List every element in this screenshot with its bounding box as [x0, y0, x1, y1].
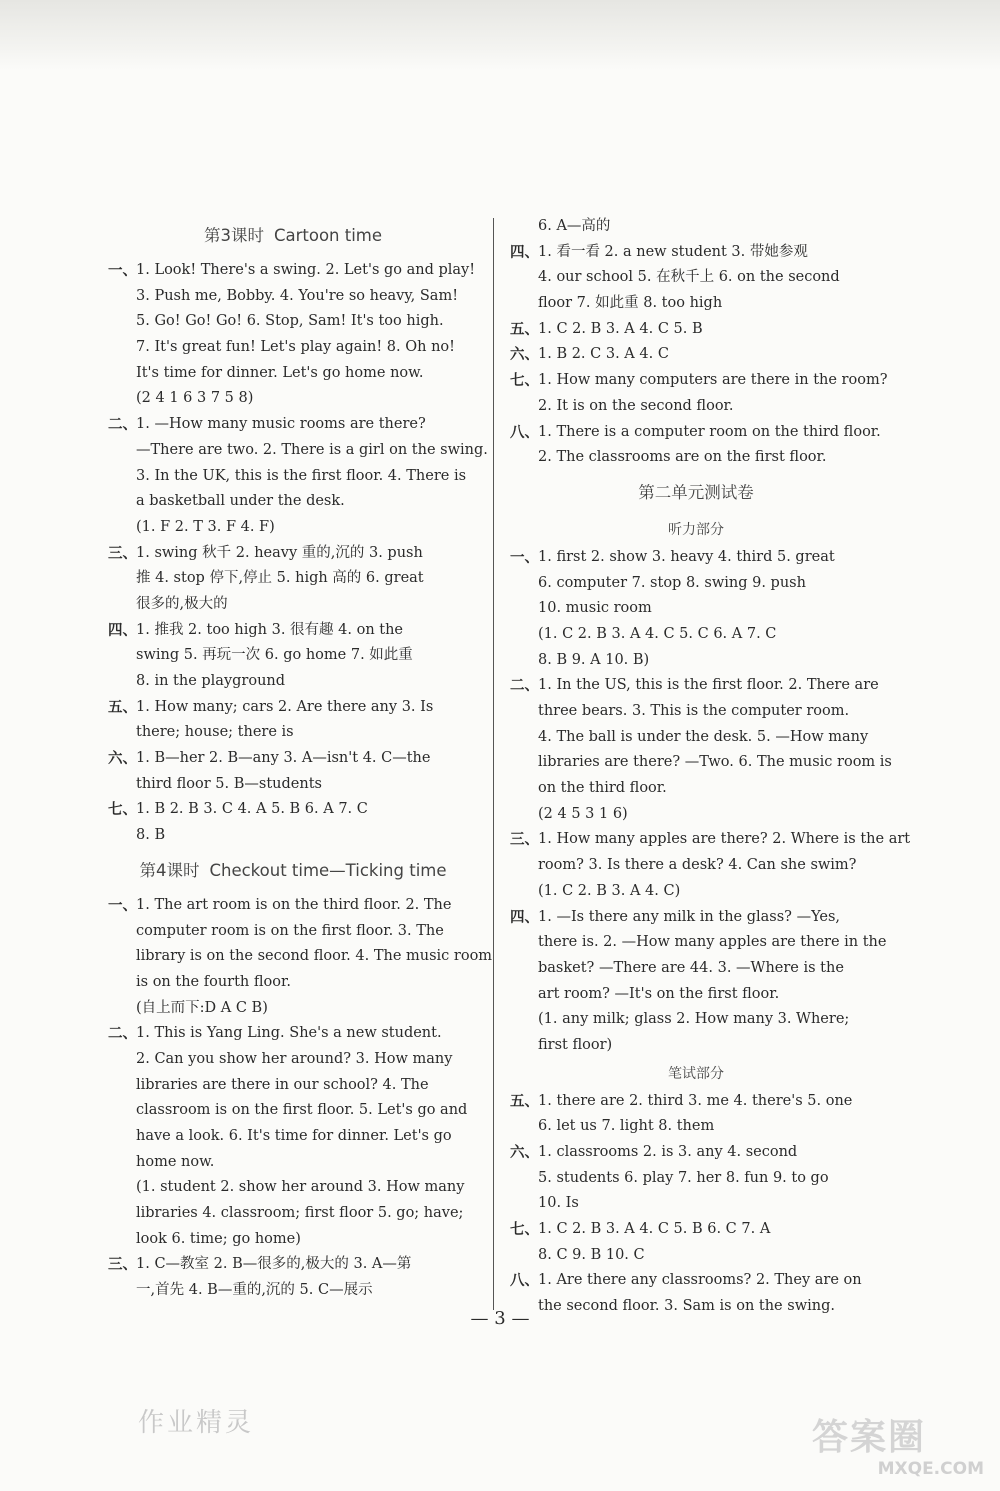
answer-line: 6. computer 7. stop 8. swing 9. push [538, 574, 806, 591]
answer-line: 一,首先 4. B—重的,沉的 5. C—展示 [136, 1282, 373, 1299]
lesson-heading [510, 471, 882, 515]
section-number: 六、 [108, 750, 137, 768]
answer-section [510, 905, 887, 1059]
answer-section [510, 545, 882, 673]
answer-line: 1. How many apples are there? 2. Where is the art [538, 831, 911, 848]
answer-section [108, 746, 478, 797]
answer-section [510, 317, 882, 343]
answer-line: 8. in the playground [136, 673, 286, 689]
answer-section [510, 1140, 882, 1217]
answer-section [108, 1021, 478, 1252]
section-number: 一、 [108, 262, 137, 279]
answer-line: basket? —There are 44. 3. —Where is the [538, 959, 844, 976]
answer-line: 1. C 2. B 3. A 4. C 5. B 6. C 7. A [538, 1221, 771, 1238]
page-number: — 3 — [470, 1308, 530, 1329]
answer-line: 2. Can you show her around? 3. How many [136, 1050, 453, 1067]
answer-section [510, 673, 892, 827]
section-number: 二、 [108, 1025, 137, 1043]
part-subheading: 听力部分 [668, 521, 724, 538]
lesson-number: 第4课时 [139, 860, 200, 880]
answer-section [108, 541, 478, 618]
answer-line: (1. any milk; glass 2. How many 3. Where; [538, 1011, 850, 1028]
answer-line: 1. first 2. show 3. heavy 4. third 5. great [538, 548, 835, 565]
answer-line: 1. Are there any classrooms? 2. They are on [538, 1272, 862, 1289]
answer-section [510, 420, 882, 471]
answer-line: 3. Push me, Bobby. 4. You're so heavy, Sam! [136, 287, 459, 304]
answer-line: 1. In the US, this is the first floor. 2. There are [538, 677, 879, 694]
answer-line: 1. B 2. C 3. A 4. C [538, 346, 669, 363]
answer-line: 1. There is a computer room on the third floor. [538, 423, 881, 440]
answer-section [108, 258, 478, 412]
answer-line: 2. The classrooms are on the first floor. [538, 449, 827, 466]
answer-line: 1. —How many music rooms are there? [136, 416, 426, 433]
answer-section [108, 695, 478, 746]
answer-line: (1. student 2. show her around 3. How many [136, 1179, 465, 1196]
answer-line: 1. C—教室 2. B—很多的,极大的 3. A—第 [136, 1256, 412, 1273]
section-number: 五、 [510, 320, 539, 338]
answer-line: room? 3. Is there a desk? 4. Can she swim? [538, 857, 857, 874]
section-number: 六、 [510, 346, 539, 364]
section-number: 三、 [108, 544, 137, 562]
section-number: 七、 [108, 801, 137, 819]
answer-line: swing 5. 再玩一次 6. go home 7. 如此重 [136, 647, 413, 664]
answer-line: three bears. 3. This is the computer room. [538, 703, 850, 719]
answer-line: there; house; there is [136, 724, 294, 741]
answer-line: (1. C 2. B 3. A 4. C 5. C 6. A 7. C [538, 625, 777, 642]
answer-line: 1. How many; cars 2. Are there any 3. Is [136, 698, 434, 715]
answer-line: 1. classrooms 2. is 3. any 4. second [538, 1144, 798, 1160]
section-number: 六、 [510, 1144, 539, 1161]
section-number: 五、 [510, 1092, 539, 1110]
section-number: 四、 [510, 243, 539, 261]
answer-line: the second floor. 3. Sam is on the swing. [538, 1298, 835, 1315]
answer-section [510, 214, 882, 240]
part-subheading: 笔试部分 [668, 1065, 724, 1082]
left-column [108, 214, 493, 1304]
lesson-title: Cartoon time [273, 226, 383, 245]
answer-line: It's time for dinner. Let's go home now. [136, 364, 424, 381]
answer-line: 1. Look! There's a swing. 2. Let's go and play! [136, 262, 476, 278]
watermark-text: 作业精灵 [138, 1408, 255, 1438]
answer-section [510, 1217, 882, 1268]
answer-section [108, 797, 478, 848]
answer-line: (1. F 2. T 3. F 4. F) [136, 518, 275, 535]
answer-line: —There are two. 2. There is a girl on the swing. [136, 441, 488, 458]
answer-line: first floor) [538, 1036, 613, 1053]
answer-line: 8. B [136, 827, 166, 844]
answer-line: 1. —Is there any milk in the glass? —Yes, [538, 908, 841, 925]
answer-line: 2. It is on the second floor. [538, 397, 734, 414]
answer-line: 4. The ball is under the desk. 5. —How many [538, 728, 869, 745]
lesson-title: Checkout time—Ticking time [209, 860, 447, 880]
answer-line: (2 4 5 3 1 6) [538, 805, 628, 822]
answer-line: 1. 看一看 2. a new student 3. 带她参观 [538, 243, 808, 260]
answer-section [108, 618, 478, 695]
lesson-heading [108, 849, 478, 893]
answer-line: (自上而下:D A C B) [136, 999, 268, 1016]
answer-line: library is on the second floor. 4. The music room [136, 948, 493, 965]
answer-line: there is. 2. —How many apples are there in the [538, 934, 887, 951]
answer-section [108, 1252, 478, 1303]
answer-line: on the third floor. [538, 780, 667, 797]
answer-line: 很多的,极大的 [136, 595, 228, 612]
answer-line: 6. let us 7. light 8. them [538, 1118, 715, 1135]
answer-line: libraries are there? —Two. 6. The music room is [538, 754, 892, 771]
answer-line: 1. The art room is on the third floor. 2. The [136, 896, 452, 913]
answer-line: libraries 4. classroom; first floor 5. go; have; [136, 1205, 464, 1222]
answer-line: home now. [136, 1153, 215, 1170]
section-number: 二、 [510, 677, 539, 695]
answer-line: 推 4. stop 停下,停止 5. high 高的 6. great [136, 570, 424, 587]
answer-line: 1. How many computers are there in the room? [538, 372, 888, 389]
answer-line: 10. Is [538, 1195, 579, 1212]
answer-line: computer room is on the first floor. 3. The [136, 922, 444, 939]
answer-line: 8. B 9. A 10. B) [538, 651, 650, 668]
section-number: 一、 [108, 896, 137, 914]
answer-line: have a look. 6. It's time for dinner. Let's go [136, 1128, 452, 1144]
answer-line: 8. C 9. B 10. C [538, 1246, 645, 1263]
unit-test-title: 第二单元测试卷 [638, 482, 754, 502]
section-number: 七、 [510, 372, 539, 390]
answer-line: 5. Go! Go! Go! 6. Stop, Sam! It's too high. [136, 313, 444, 330]
answer-line: art room? —It's on the first floor. [538, 985, 780, 1002]
section-number: 五、 [108, 698, 137, 716]
answer-section [510, 1089, 882, 1140]
watermark-logo-url: MXQE.COM [877, 1459, 984, 1479]
watermark-logo-title: 答案圈 [812, 1417, 927, 1458]
section-number: 八、 [510, 1272, 539, 1290]
answer-section [108, 412, 488, 540]
section-number: 四、 [510, 908, 539, 926]
answer-line: (2 4 1 6 3 7 5 8) [136, 390, 254, 407]
section-number: 三、 [108, 1256, 137, 1274]
answer-line: 6. A—高的 [538, 218, 611, 234]
answer-line: (1. C 2. B 3. A 4. C) [538, 882, 681, 899]
answer-line: 10. music room [538, 600, 652, 617]
section-number: 四、 [108, 621, 137, 639]
answer-section [108, 893, 493, 1021]
answer-line: 3. In the UK, this is the first floor. 4. There is [136, 467, 467, 484]
scan-shadow [0, 0, 1000, 70]
answer-line: a basketball under the desk. [136, 493, 345, 510]
answer-line: 1. swing 秋千 2. heavy 重的,沉的 3. push [136, 544, 423, 561]
lesson-number: 第3课时 [203, 226, 264, 245]
answer-line: floor 7. 如此重 8. too high [538, 295, 723, 312]
answer-line: 7. It's great fun! Let's play again! 8. Oh no! [136, 339, 455, 356]
watermark-logo [812, 1418, 984, 1484]
answer-line: classroom is on the first floor. 5. Let's go and [136, 1102, 468, 1119]
section-number: 三、 [510, 831, 539, 849]
answer-section [510, 342, 882, 368]
answer-line: libraries are there in our school? 4. The [136, 1076, 429, 1093]
section-number: 七、 [510, 1221, 539, 1239]
column-divider [493, 218, 494, 1310]
answer-line: 1. 推我 2. too high 3. 很有趣 4. on the [136, 621, 404, 638]
answer-line: look 6. time; go home) [136, 1230, 301, 1247]
answer-line: 1. This is Yang Ling. She's a new student. [136, 1025, 442, 1042]
section-number: 八、 [510, 423, 539, 441]
answer-line: 1. B—her 2. B—any 3. A—isn't 4. C—the [136, 750, 431, 767]
answer-line: 1. C 2. B 3. A 4. C 5. B [538, 320, 703, 337]
answer-line: 5. students 6. play 7. her 8. fun 9. to go [538, 1169, 829, 1186]
section-number: 一、 [510, 548, 539, 566]
answer-line: third floor 5. B—students [136, 775, 322, 792]
answer-line: is on the fourth floor. [136, 973, 291, 990]
section-number: 二、 [108, 416, 137, 434]
answer-section [510, 240, 882, 317]
answer-section [510, 368, 888, 419]
answer-line: 1. there are 2. third 3. me 4. there's 5. one [538, 1092, 853, 1109]
answer-line: 1. B 2. B 3. C 4. A 5. B 6. A 7. C [136, 801, 368, 818]
answer-line: 4. our school 5. 在秋千上 6. on the second [538, 269, 840, 286]
lesson-heading [108, 214, 478, 258]
answer-section [510, 827, 911, 904]
right-column [510, 214, 911, 1320]
